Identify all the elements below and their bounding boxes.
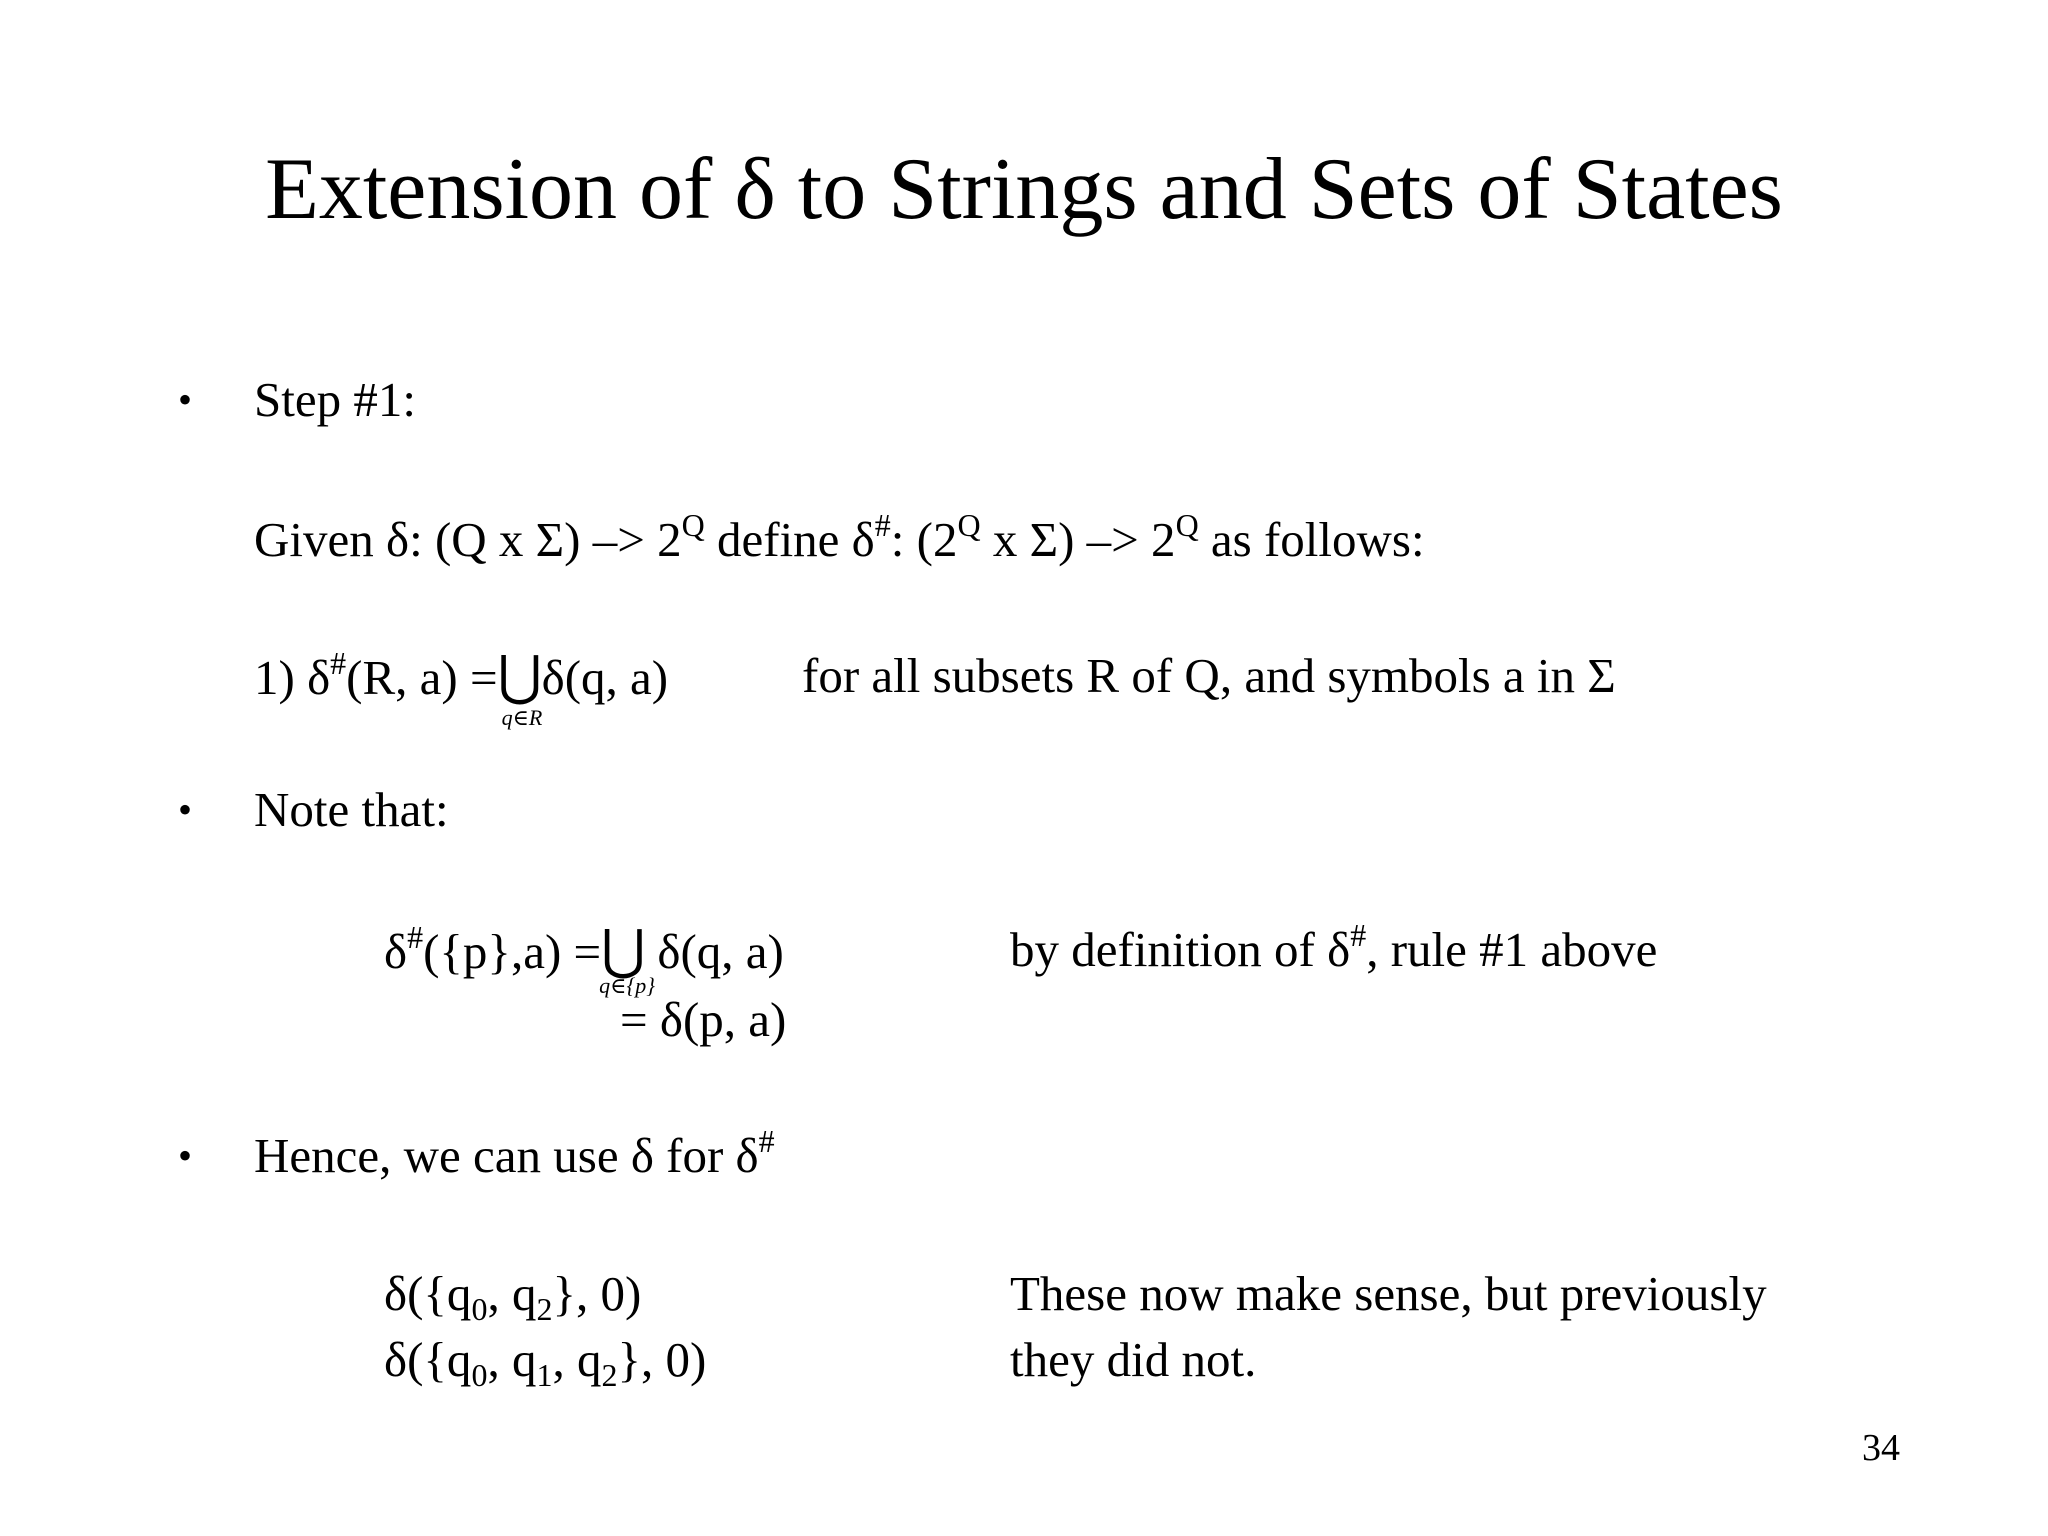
step1-label: Step #1: [254,372,416,427]
ex2-subscript: 0 [471,1357,488,1393]
given-sup-hash: # [874,507,891,543]
ex2-subscript: 2 [601,1357,618,1393]
ex2-part: }, 0) [617,1332,707,1387]
note-equation-1-comment [1010,917,1658,980]
eq1-prefix: δ [384,924,408,979]
rule-1-formula [254,645,669,730]
rule-after: δ(q, a) [541,650,669,705]
note-equation-1 [384,919,784,998]
ex1-part: }, 0) [552,1266,642,1321]
given-sup-q3: Q [1175,507,1199,543]
ex2-part: δ({q [384,1332,472,1387]
note-label: Note that: [254,782,449,837]
given-sup-q2: Q [957,507,981,543]
ex1-subscript: 2 [536,1291,553,1327]
ex1-subscript: 0 [471,1291,488,1327]
note-equation-2: = δ(p, a) [620,992,787,1047]
slide-title: Extension of δ to Strings and Sets of States [265,141,1783,238]
given-sup-q1: Q [681,507,705,543]
eq1-sup-hash: # [407,919,424,955]
union-subscript: q∈{p} [599,973,656,998]
bullet-marker: • [178,1133,193,1178]
rule-prefix: 1) δ [254,650,331,705]
union-symbol: ⋃ q∈R [497,646,543,730]
given-suffix: as follows: [1198,512,1425,567]
eq1-after: δ(q, a) [645,924,784,979]
example-2 [384,1330,707,1393]
bullet-marker: • [178,787,193,832]
examples-comment-line-1: These now make sense, but previously [1010,1266,1767,1321]
hence-label [254,1123,775,1186]
rule-1-note: for all subsets R of Q, and symbols a in Σ [802,648,1616,703]
given-mid3: x Σ) –> 2 [980,512,1176,567]
examples-comment-line-2: they did not. [1010,1332,1257,1387]
eq1-note-sup: # [1350,917,1367,953]
page-number: 34 [1862,1427,1900,1469]
ex1-part: δ({q [384,1266,472,1321]
union-symbol: ⋃ q∈{p} [599,920,656,998]
rule-sup-hash: # [330,645,347,681]
ex2-part: , q [552,1332,602,1387]
example-1 [384,1264,642,1327]
hence-sup-hash: # [758,1123,775,1159]
union-subscript: q∈R [501,705,543,730]
eq1-mid: ({p},a) = [423,924,602,979]
ex2-subscript: 1 [536,1357,553,1393]
eq1-note-prefix: by definition of δ [1010,922,1351,977]
given-definition [254,507,1425,570]
ex2-part: , q [487,1332,537,1387]
rule-mid: (R, a) = [346,650,498,705]
hence-prefix: Hence, we can use δ for δ [254,1128,759,1183]
eq1-note-suffix: , rule #1 above [1366,922,1658,977]
given-prefix: Given δ: (Q x Σ) –> 2 [254,512,682,567]
ex1-part: , q [487,1266,537,1321]
given-mid: define δ [704,512,875,567]
bullet-marker: • [178,377,193,422]
given-mid2: : (2 [890,512,958,567]
